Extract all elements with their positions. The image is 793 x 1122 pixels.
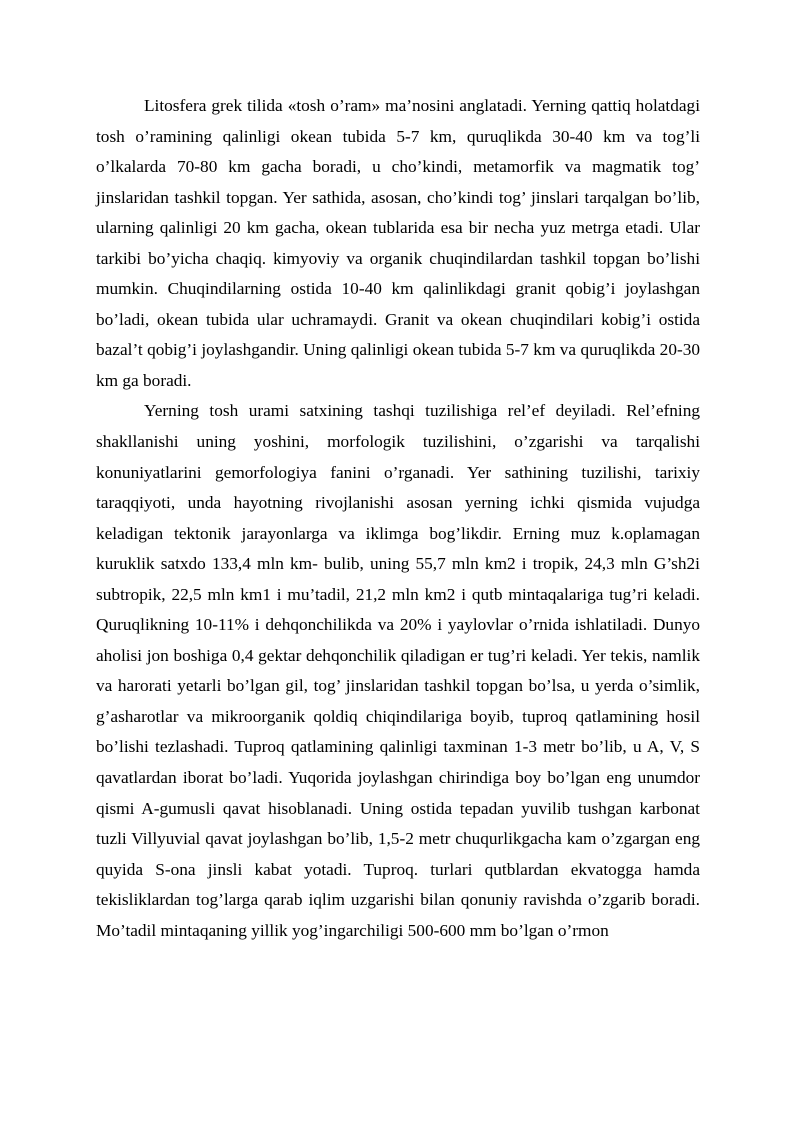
paragraph-relief-and-soil: Yerning tosh urami satxining tashqi tuzilishiga rel’ef deyiladi. Rel’efning shakllanishi uning yoshini, morfologik tuzilishini, o’zgarishi va tarqalishi konuniyatlarini gemorfologiya fanini o’rganadi. Yer sathining tuzilishi, tarixiy taraqqiyoti, unda hayotning rivojlanishi asosan yerning ichki qismida vujudga keladigan tektonik jarayonlarga va iklimga bog’likdir. Erning muz k.oplamagan kuruklik satxdo 133,4 mln km- bulib, uning 55,7 mln km2 i tropik, 24,3 mln G’sh2i subtropik, 22,5 mln km1 i mu’tadil, 21,2 mln km2 i qutb mintaqalariga tug’ri keladi. Quruqlikning 10-11% i dehqonchilikda va 20% i yaylovlar o’rnida ishlatiladi. Dunyo aholisi jon boshiga 0,4 gektar dehqonchilik qiladigan er tug’ri keladi. Yer tekis, namlik va harorati yetarli bo’lgan gil, tog’ jinslaridan tashkil topgan bo’lsa, u yerda o’simlik, g’asharotlar va mikroorganik qoldiq chiqindilariga boyib, tuproq qatlamining hosil bo’lishi tezlashadi. Tuproq qatlamining qalinligi taxminan 1-3 metr bo’lib, u A, V, S qavatlardan iborat bo’ladi. Yuqorida joylashgan chirindiga boy bo’lgan eng unumdor qismi A-gumusli qavat hisoblanadi. Uning ostida tepadan yuvilib tushgan karbonat tuzli Villyuvial qavat joylashgan bo’lib, 1,5-2 metr chuqurlikgacha kam o’zgargan eng quyida S-ona jinsli kabat yotadi. Tuproq. turlari qutblardan ekvatogga hamda tekisliklardan tog’larga qarab iqlim uzgarishi bilan qonuniy ravishda o’zgarib boradi. Mo’tadil mintaqaning yillik yog’ingarchiligi 500-600 mm bo’lgan o’rmon [96,401,700,940]
document-page [96,91,700,946]
paragraph-lithosphere: Litosfera grek tilida «tosh o’ram» ma’nosini anglatadi. Yerning qattiq holatdagi tosh o’ramining qalinligi okean tubida 5-7 km, quruqlikda 30-40 km va tog’li o’lkalarda 70-80 km gacha boradi, u cho’kindi, metamorfik va magmatik tog’ jinslaridan tashkil topgan. Yer sathida, asosan, cho’kindi tog’ jinslari tarqalgan bo’lib, ularning qalinligi 20 km gacha, okean tublarida esa bir necha yuz metrga etadi. Ular tarkibi bo’yicha chaqiq. kimyoviy va organik chuqindilardan tashkil topgan bo’lishi mumkin. Chuqindilarning ostida 10-40 km qalinlikdagi granit qobig’i joylashgan bo’ladi, okean tubida ular uchramaydi. Granit va okean chuqindilari kobig’i ostida bazal’t qobig’i joylashgandir. Uning qalinligi okean tubida 5-7 km va quruqlikda 20-30 km ga boradi. [96,96,700,390]
